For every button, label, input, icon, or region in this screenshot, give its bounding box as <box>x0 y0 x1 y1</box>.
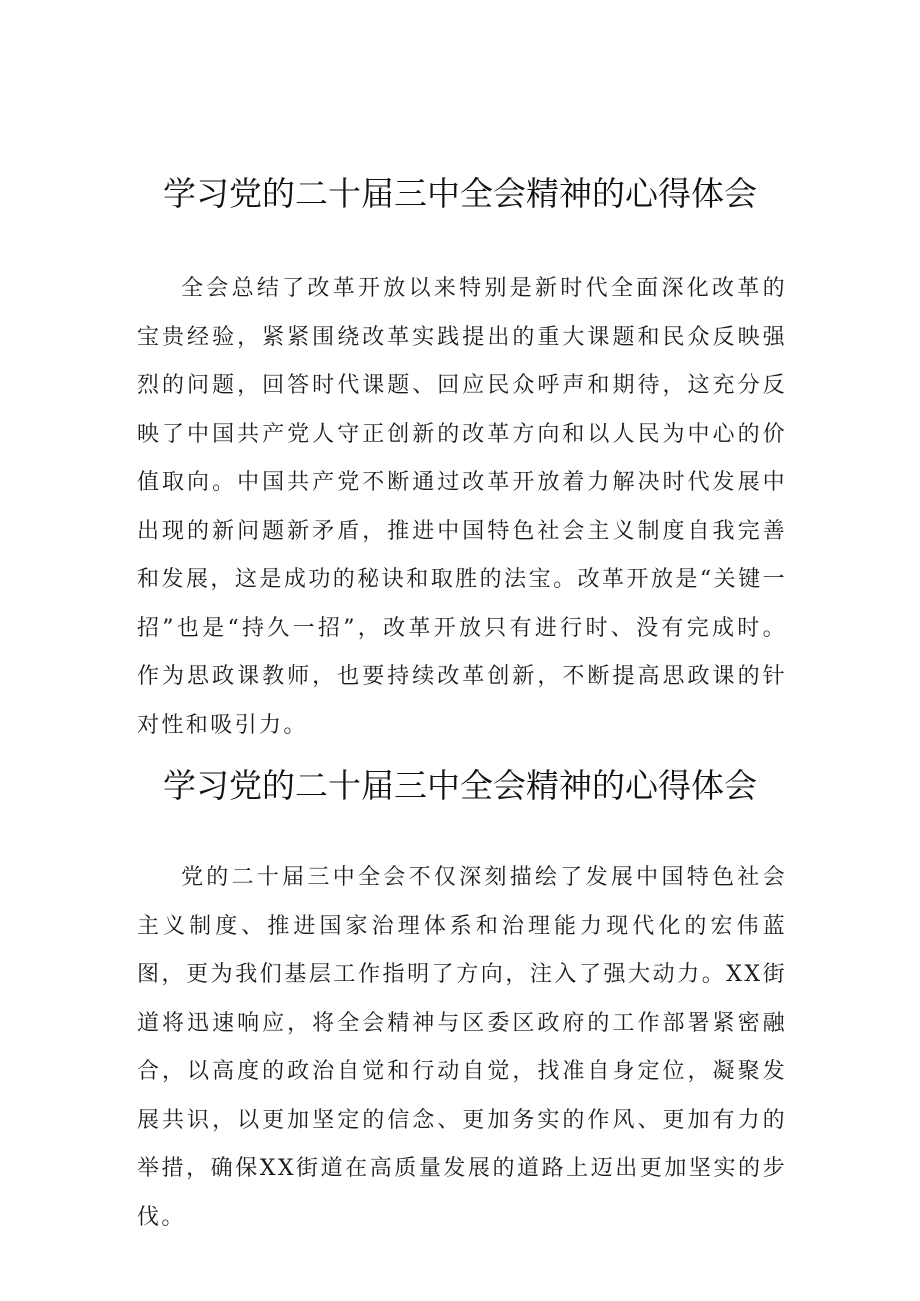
article-section-1 <box>0 172 920 738</box>
article-body-2: 党的二十届三中全会不仅深刻描绘了发展中国特色社会主义制度、推进国家治理体系和治理能力现代化的宏伟蓝图，更为我们基层工作指明了方向，注入了强大动力。XX街道将迅速响应，将全会精神与区委区政府的工作部署紧密融合，以高度的政治自觉和行动自觉，找准自身定位，凝聚发展共识，以更加坚定的信念、更加务实的作风、更加有力的举措，确保XX街道在高质量发展的道路上迈出更加坚实的步伐。 <box>137 865 787 1230</box>
article-title-1: 学习党的二十届三中全会精神的心得体会 <box>163 174 757 213</box>
article-section-2 <box>0 764 920 1230</box>
article-title-2: 学习党的二十届三中全会精神的心得体会 <box>163 766 757 805</box>
article-body-1: 全会总结了改革开放以来特别是新时代全面深化改革的宝贵经验，紧紧围绕改革实践提出的重大课题和民众反映强烈的问题，回答时代课题、回应民众呼声和期待，这充分反映了中国共产党人守正创新的改革方向和以人民为中心的价值取向。中国共产党不断通过改革开放着力解决时代发展中出现的新问题新矛盾，推进中国特色社会主义制度自我完善和发展，这是成功的秘诀和取胜的法宝。改革开放是“关键一招”也是“持久一招”，改革开放只有进行时、没有完成时。作为思政课教师，也要持续改革创新，不断提高思政课的针对性和吸引力。 <box>137 276 787 738</box>
